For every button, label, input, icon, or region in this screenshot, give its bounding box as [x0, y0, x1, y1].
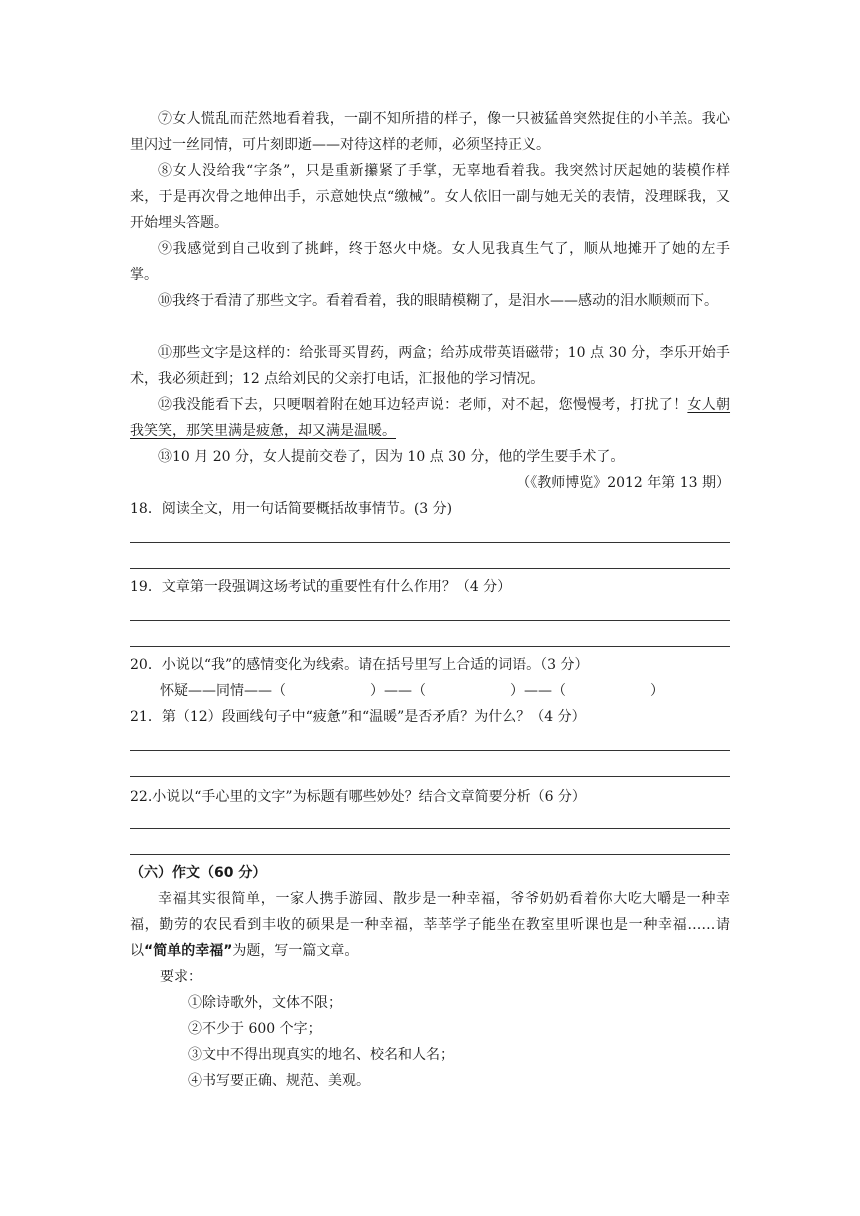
paragraph-7: ⑦女人慌乱而茫然地看着我，一副不知所措的样子，像一只被猛兽突然捉住的小羊羔。我心里闪过一丝同情，可片刻即逝——对待这样的老师，必须坚持正义。 [130, 111, 730, 153]
answer-line [130, 646, 730, 647]
answer-line [130, 620, 730, 621]
question-18: 18．阅读全文，用一句话简要概括故事情节。(3 分) [130, 501, 453, 517]
source-citation: （《教师博览》2012 年第 13 期） [516, 475, 730, 491]
answer-line [130, 750, 730, 751]
underlined-sentence: 女人朝我笑笑，那笑里满是疲惫，却又满是温暖。 [130, 397, 731, 439]
requirements-label: 要求： [160, 969, 202, 985]
answer-line [130, 776, 730, 777]
answer-line [130, 568, 730, 569]
essay-title: “简单的幸福” [144, 943, 233, 959]
paragraph-10: ⑩我终于看清了那些文字。看着看着，我的眼睛模糊了，是泪水——感动的泪水顺颊而下。 [158, 293, 718, 309]
answer-line [130, 542, 730, 543]
question-19: 19．文章第一段强调这场考试的重要性有什么作用？（4 分） [130, 579, 512, 595]
question-22: 22.小说以“手心里的文字”为标题有哪些妙处？结合文章简要分析（6 分） [130, 789, 586, 805]
requirement-2: ②不少于 600 个字； [188, 1021, 322, 1037]
requirement-1: ①除诗歌外，文体不限； [188, 995, 342, 1011]
essay-heading: （六）作文（60 分） [130, 865, 267, 881]
paragraph-11: ⑪那些文字是这样的：给张哥买胃药，两盒；给苏成带英语磁带；10 点 30 分，李乐开始手术，我必须赶到；12 点给刘民的父亲打电话，汇报他的学习情况。 [130, 345, 730, 387]
essay-prompt-text: 幸福其实很简单，一家人携手游园、散步是一种幸福，爷爷奶奶看着你大吃大嚼是一种幸福，勤劳的农民看到丰收的硕果是一种幸福，莘莘学子能坐在教室里听课也是一种幸福……请以 [130, 891, 730, 959]
requirement-4: ④书写要正确、规范、美观。 [188, 1073, 370, 1089]
paragraph-12-text: ⑫我没能看下去，只哽咽着附在她耳边轻声说：老师，对不起，您慢慢考，打扰了！ [158, 397, 688, 413]
paragraph-13: ⑬10 月 20 分，女人提前交卷了，因为 10 点 30 分，他的学生要手术了。 [158, 449, 625, 465]
paragraph-8: ⑧女人没给我“字条”，只是重新攥紧了手掌，无辜地看着我。我突然讨厌起她的装模作样来，于是再次骨之地伸出手，示意她快点“缴械”。女人依旧一副与她无关的表情，没理睬我，又开始埋头答题。 [130, 163, 730, 231]
question-20: 20．小说以“我”的感情变化为线索。请在括号里写上合适的词语。（3 分） [130, 657, 589, 673]
answer-line [130, 828, 730, 829]
paragraph-9: ⑨我感觉到自己收到了挑衅，终于怒火中烧。女人见我真生气了，顺从地摊开了她的左手掌。 [130, 241, 730, 283]
paragraph-12 [130, 392, 730, 444]
essay-prompt-end: 为题，写一篇文章。 [232, 943, 359, 959]
question-20-blanks: 怀疑——同情——（ ）——（ ）——（ ） [160, 683, 664, 699]
essay-prompt [130, 886, 730, 964]
requirement-3: ③文中不得出现真实的地名、校名和人名； [188, 1047, 454, 1063]
answer-line [130, 854, 730, 855]
question-21: 21．第（12）段画线句子中“疲惫”和“温暖”是否矛盾？为什么？（4 分） [130, 709, 586, 725]
